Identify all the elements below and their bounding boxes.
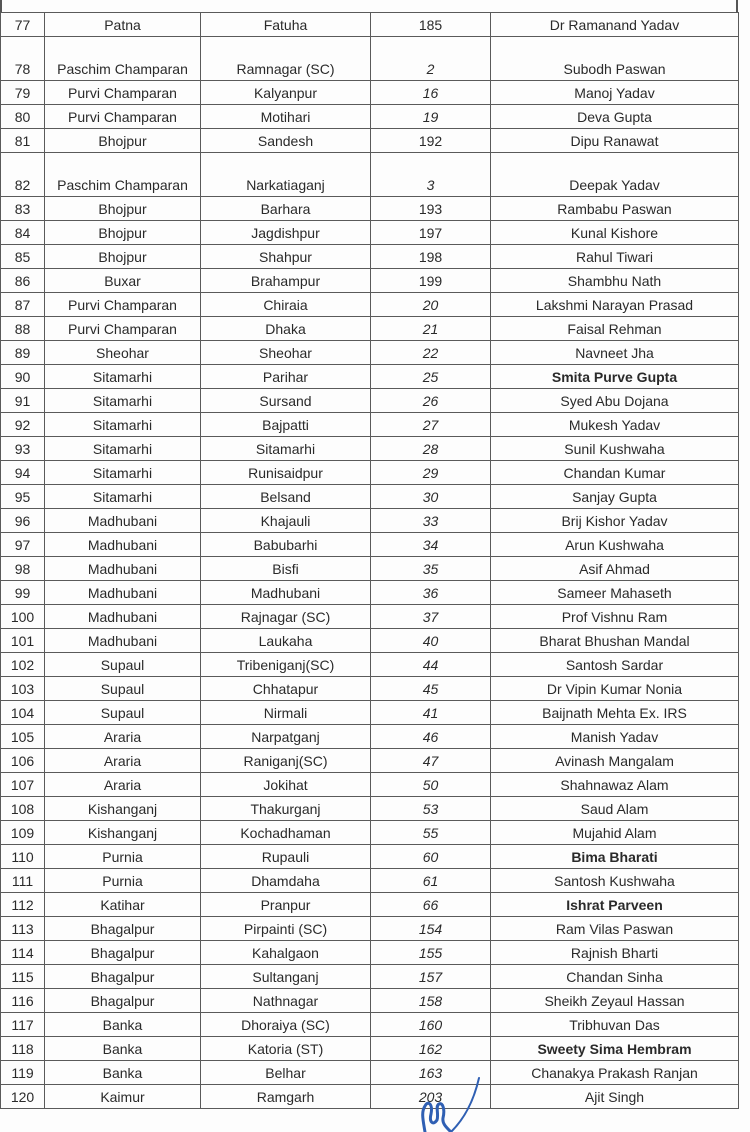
district-cell: Araria — [45, 749, 201, 773]
serial-number-cell: 109 — [1, 821, 45, 845]
candidate-name-cell: Ajit Singh — [491, 1085, 739, 1109]
table-row — [1, 1061, 739, 1085]
constituency-number-cell: 35 — [371, 557, 491, 581]
serial-number-cell: 115 — [1, 965, 45, 989]
candidate-name-cell: Chandan Sinha — [491, 965, 739, 989]
district-cell: Sitamarhi — [45, 389, 201, 413]
district-cell: Kaimur — [45, 1085, 201, 1109]
district-cell: Sitamarhi — [45, 461, 201, 485]
serial-number-cell: 119 — [1, 1061, 45, 1085]
constituency-number-cell: 160 — [371, 1013, 491, 1037]
constituency-cell: Narpatganj — [201, 725, 371, 749]
constituency-cell: Jokihat — [201, 773, 371, 797]
serial-number-cell: 116 — [1, 989, 45, 1013]
district-cell: Kishanganj — [45, 797, 201, 821]
constituency-cell: Tribeniganj(SC) — [201, 653, 371, 677]
candidate-name-cell: Baijnath Mehta Ex. IRS — [491, 701, 739, 725]
district-cell: Madhubani — [45, 533, 201, 557]
constituency-number-cell: 198 — [371, 245, 491, 269]
serial-number-cell: 96 — [1, 509, 45, 533]
candidate-name-cell: Ishrat Parveen — [491, 893, 739, 917]
district-cell: Bhojpur — [45, 245, 201, 269]
constituency-number-cell: 163 — [371, 1061, 491, 1085]
serial-number-cell: 100 — [1, 605, 45, 629]
constituency-number-cell: 26 — [371, 389, 491, 413]
table-row — [1, 605, 739, 629]
serial-number-cell: 82 — [1, 153, 45, 197]
district-cell: Paschim Champaran — [45, 153, 201, 197]
constituency-cell: Ramnagar (SC) — [201, 37, 371, 81]
table-row — [1, 773, 739, 797]
candidate-name-cell: Chanakya Prakash Ranjan — [491, 1061, 739, 1085]
constituency-cell: Kahalgaon — [201, 941, 371, 965]
table-row — [1, 317, 739, 341]
candidate-name-cell: Subodh Paswan — [491, 37, 739, 81]
candidate-name-cell: Rajnish Bharti — [491, 941, 739, 965]
candidate-name-cell: Prof Vishnu Ram — [491, 605, 739, 629]
candidate-name-cell: Arun Kushwaha — [491, 533, 739, 557]
district-cell: Katihar — [45, 893, 201, 917]
serial-number-cell: 84 — [1, 221, 45, 245]
constituency-number-cell: 36 — [371, 581, 491, 605]
district-cell: Banka — [45, 1013, 201, 1037]
candidate-name-cell: Rahul Tiwari — [491, 245, 739, 269]
serial-number-cell: 120 — [1, 1085, 45, 1109]
constituency-cell: Belsand — [201, 485, 371, 509]
table-row — [1, 653, 739, 677]
candidate-name-cell: Bima Bharati — [491, 845, 739, 869]
district-cell: Bhagalpur — [45, 989, 201, 1013]
constituency-number-cell: 22 — [371, 341, 491, 365]
serial-number-cell: 108 — [1, 797, 45, 821]
constituency-number-cell: 33 — [371, 509, 491, 533]
serial-number-cell: 101 — [1, 629, 45, 653]
serial-number-cell: 104 — [1, 701, 45, 725]
candidate-name-cell: Kunal Kishore — [491, 221, 739, 245]
serial-number-cell: 113 — [1, 917, 45, 941]
serial-number-cell: 105 — [1, 725, 45, 749]
constituency-number-cell: 154 — [371, 917, 491, 941]
candidate-name-cell: Faisal Rehman — [491, 317, 739, 341]
table-row — [1, 677, 739, 701]
table-row — [1, 293, 739, 317]
district-cell: Supaul — [45, 677, 201, 701]
candidate-name-cell: Saud Alam — [491, 797, 739, 821]
table-row — [1, 221, 739, 245]
district-cell: Madhubani — [45, 581, 201, 605]
constituency-number-cell: 50 — [371, 773, 491, 797]
table-row — [1, 413, 739, 437]
serial-number-cell: 94 — [1, 461, 45, 485]
candidate-name-cell: Santosh Sardar — [491, 653, 739, 677]
constituency-cell: Katoria (ST) — [201, 1037, 371, 1061]
constituency-cell: Chiraia — [201, 293, 371, 317]
serial-number-cell: 99 — [1, 581, 45, 605]
candidate-table-body — [1, 13, 739, 1109]
signature-tail — [451, 1078, 479, 1132]
table-row — [1, 389, 739, 413]
table-row — [1, 629, 739, 653]
signature — [395, 1076, 505, 1132]
district-cell: Purnia — [45, 869, 201, 893]
table-row — [1, 797, 739, 821]
district-cell: Banka — [45, 1037, 201, 1061]
constituency-number-cell: 37 — [371, 605, 491, 629]
serial-number-cell: 117 — [1, 1013, 45, 1037]
candidate-name-cell: Asif Ahmad — [491, 557, 739, 581]
constituency-cell: Pirpainti (SC) — [201, 917, 371, 941]
table-row — [1, 341, 739, 365]
constituency-cell: Khajauli — [201, 509, 371, 533]
constituency-cell: Sheohar — [201, 341, 371, 365]
district-cell: Sitamarhi — [45, 413, 201, 437]
constituency-cell: Dhaka — [201, 317, 371, 341]
table-row — [1, 129, 739, 153]
table-row — [1, 509, 739, 533]
table-row — [1, 485, 739, 509]
candidate-name-cell: Sheikh Zeyaul Hassan — [491, 989, 739, 1013]
serial-number-cell: 114 — [1, 941, 45, 965]
table-row — [1, 581, 739, 605]
serial-number-cell: 88 — [1, 317, 45, 341]
constituency-cell: Sitamarhi — [201, 437, 371, 461]
district-cell: Madhubani — [45, 557, 201, 581]
constituency-cell: Pranpur — [201, 893, 371, 917]
constituency-number-cell: 41 — [371, 701, 491, 725]
table-row — [1, 821, 739, 845]
candidate-name-cell: Dr Ramanand Yadav — [491, 13, 739, 37]
constituency-number-cell: 60 — [371, 845, 491, 869]
district-cell: Kishanganj — [45, 821, 201, 845]
constituency-number-cell: 157 — [371, 965, 491, 989]
signature-stroke — [423, 1103, 451, 1132]
serial-number-cell: 85 — [1, 245, 45, 269]
table-row — [1, 1013, 739, 1037]
candidate-name-cell: Sanjay Gupta — [491, 485, 739, 509]
district-cell: Patna — [45, 13, 201, 37]
serial-number-cell: 87 — [1, 293, 45, 317]
candidate-name-cell: Chandan Kumar — [491, 461, 739, 485]
candidate-name-cell: Avinash Mangalam — [491, 749, 739, 773]
serial-number-cell: 111 — [1, 869, 45, 893]
constituency-cell: Motihari — [201, 105, 371, 129]
constituency-number-cell: 27 — [371, 413, 491, 437]
serial-number-cell: 93 — [1, 437, 45, 461]
table-row — [1, 965, 739, 989]
table-row — [1, 197, 739, 221]
constituency-number-cell: 197 — [371, 221, 491, 245]
district-cell: Bhagalpur — [45, 965, 201, 989]
serial-number-cell: 79 — [1, 81, 45, 105]
district-cell: Buxar — [45, 269, 201, 293]
constituency-number-cell: 30 — [371, 485, 491, 509]
constituency-number-cell: 45 — [371, 677, 491, 701]
constituency-number-cell: 199 — [371, 269, 491, 293]
constituency-cell: Kalyanpur — [201, 81, 371, 105]
candidate-name-cell: Sweety Sima Hembram — [491, 1037, 739, 1061]
constituency-cell: Raniganj(SC) — [201, 749, 371, 773]
constituency-cell: Chhatapur — [201, 677, 371, 701]
table-row — [1, 1037, 739, 1061]
constituency-number-cell: 185 — [371, 13, 491, 37]
table-row — [1, 989, 739, 1013]
serial-number-cell: 78 — [1, 37, 45, 81]
table-row — [1, 941, 739, 965]
candidate-name-cell: Bharat Bhushan Mandal — [491, 629, 739, 653]
constituency-number-cell: 53 — [371, 797, 491, 821]
serial-number-cell: 97 — [1, 533, 45, 557]
constituency-cell: Rajnagar (SC) — [201, 605, 371, 629]
district-cell: Araria — [45, 725, 201, 749]
constituency-number-cell: 66 — [371, 893, 491, 917]
constituency-number-cell: 47 — [371, 749, 491, 773]
constituency-number-cell: 34 — [371, 533, 491, 557]
candidate-name-cell: Dipu Ranawat — [491, 129, 739, 153]
constituency-number-cell: 61 — [371, 869, 491, 893]
table-row — [1, 893, 739, 917]
district-cell: Bhojpur — [45, 129, 201, 153]
constituency-cell: Jagdishpur — [201, 221, 371, 245]
table-row — [1, 365, 739, 389]
table-row — [1, 701, 739, 725]
candidate-name-cell: Sunil Kushwaha — [491, 437, 739, 461]
candidate-name-cell: Shahnawaz Alam — [491, 773, 739, 797]
constituency-cell: Dhoraiya (SC) — [201, 1013, 371, 1037]
constituency-cell: Parihar — [201, 365, 371, 389]
serial-number-cell: 91 — [1, 389, 45, 413]
district-cell: Sitamarhi — [45, 485, 201, 509]
constituency-cell: Laukaha — [201, 629, 371, 653]
district-cell: Madhubani — [45, 629, 201, 653]
constituency-cell: Bajpatti — [201, 413, 371, 437]
constituency-number-cell: 16 — [371, 81, 491, 105]
constituency-number-cell: 28 — [371, 437, 491, 461]
serial-number-cell: 106 — [1, 749, 45, 773]
candidate-name-cell: Rambabu Paswan — [491, 197, 739, 221]
constituency-number-cell: 44 — [371, 653, 491, 677]
constituency-cell: Runisaidpur — [201, 461, 371, 485]
district-cell: Madhubani — [45, 509, 201, 533]
constituency-number-cell: 2 — [371, 37, 491, 81]
serial-number-cell: 92 — [1, 413, 45, 437]
serial-number-cell: 90 — [1, 365, 45, 389]
district-cell: Purvi Champaran — [45, 81, 201, 105]
constituency-cell: Nathnagar — [201, 989, 371, 1013]
constituency-number-cell: 20 — [371, 293, 491, 317]
candidate-table — [0, 12, 739, 1109]
constituency-cell: Narkatiaganj — [201, 153, 371, 197]
candidate-name-cell: Lakshmi Narayan Prasad — [491, 293, 739, 317]
candidate-name-cell: Shambhu Nath — [491, 269, 739, 293]
constituency-number-cell: 162 — [371, 1037, 491, 1061]
table-row — [1, 869, 739, 893]
constituency-cell: Dhamdaha — [201, 869, 371, 893]
district-cell: Sitamarhi — [45, 365, 201, 389]
district-cell: Araria — [45, 773, 201, 797]
district-cell: Sitamarhi — [45, 437, 201, 461]
candidate-name-cell: Tribhuvan Das — [491, 1013, 739, 1037]
constituency-cell: Thakurganj — [201, 797, 371, 821]
table-row — [1, 245, 739, 269]
district-cell: Purvi Champaran — [45, 317, 201, 341]
serial-number-cell: 112 — [1, 893, 45, 917]
constituency-cell: Barhara — [201, 197, 371, 221]
serial-number-cell: 89 — [1, 341, 45, 365]
table-row — [1, 437, 739, 461]
constituency-cell: Shahpur — [201, 245, 371, 269]
candidate-name-cell: Deepak Yadav — [491, 153, 739, 197]
constituency-cell: Ramgarh — [201, 1085, 371, 1109]
serial-number-cell: 83 — [1, 197, 45, 221]
constituency-number-cell: 55 — [371, 821, 491, 845]
constituency-number-cell: 21 — [371, 317, 491, 341]
district-cell: Supaul — [45, 701, 201, 725]
table-row — [1, 153, 739, 197]
district-cell: Bhojpur — [45, 197, 201, 221]
table-row — [1, 725, 739, 749]
constituency-cell: Sultanganj — [201, 965, 371, 989]
constituency-cell: Kochadhaman — [201, 821, 371, 845]
constituency-number-cell: 29 — [371, 461, 491, 485]
constituency-cell: Brahampur — [201, 269, 371, 293]
district-cell: Sheohar — [45, 341, 201, 365]
serial-number-cell: 110 — [1, 845, 45, 869]
district-cell: Madhubani — [45, 605, 201, 629]
constituency-cell: Babubarhi — [201, 533, 371, 557]
constituency-cell: Bisfi — [201, 557, 371, 581]
constituency-cell: Belhar — [201, 1061, 371, 1085]
constituency-number-cell: 203 — [371, 1085, 491, 1109]
constituency-cell: Fatuha — [201, 13, 371, 37]
candidate-name-cell: Deva Gupta — [491, 105, 739, 129]
serial-number-cell: 81 — [1, 129, 45, 153]
table-row — [1, 1085, 739, 1109]
constituency-cell: Sursand — [201, 389, 371, 413]
constituency-number-cell: 155 — [371, 941, 491, 965]
table-row — [1, 917, 739, 941]
constituency-cell: Rupauli — [201, 845, 371, 869]
candidate-name-cell: Dr Vipin Kumar Nonia — [491, 677, 739, 701]
district-cell: Supaul — [45, 653, 201, 677]
candidate-name-cell: Ram Vilas Paswan — [491, 917, 739, 941]
candidate-name-cell: Manoj Yadav — [491, 81, 739, 105]
district-cell: Bhojpur — [45, 221, 201, 245]
serial-number-cell: 98 — [1, 557, 45, 581]
district-cell: Paschim Champaran — [45, 37, 201, 81]
candidate-name-cell: Santosh Kushwaha — [491, 869, 739, 893]
table-row — [1, 845, 739, 869]
candidate-name-cell: Navneet Jha — [491, 341, 739, 365]
candidate-name-cell: Brij Kishor Yadav — [491, 509, 739, 533]
district-cell: Purvi Champaran — [45, 293, 201, 317]
constituency-cell: Madhubani — [201, 581, 371, 605]
table-row — [1, 81, 739, 105]
constituency-number-cell: 193 — [371, 197, 491, 221]
district-cell: Bhagalpur — [45, 917, 201, 941]
district-cell: Purnia — [45, 845, 201, 869]
table-row — [1, 13, 739, 37]
serial-number-cell: 103 — [1, 677, 45, 701]
candidate-name-cell: Mujahid Alam — [491, 821, 739, 845]
candidate-name-cell: Sameer Mahaseth — [491, 581, 739, 605]
constituency-number-cell: 46 — [371, 725, 491, 749]
constituency-cell: Sandesh — [201, 129, 371, 153]
constituency-number-cell: 25 — [371, 365, 491, 389]
constituency-number-cell: 40 — [371, 629, 491, 653]
constituency-number-cell: 19 — [371, 105, 491, 129]
constituency-cell: Nirmali — [201, 701, 371, 725]
serial-number-cell: 86 — [1, 269, 45, 293]
constituency-number-cell: 3 — [371, 153, 491, 197]
serial-number-cell: 77 — [1, 13, 45, 37]
constituency-number-cell: 158 — [371, 989, 491, 1013]
table-row — [1, 749, 739, 773]
serial-number-cell: 118 — [1, 1037, 45, 1061]
serial-number-cell: 80 — [1, 105, 45, 129]
constituency-number-cell: 192 — [371, 129, 491, 153]
district-cell: Purvi Champaran — [45, 105, 201, 129]
serial-number-cell: 102 — [1, 653, 45, 677]
table-row — [1, 269, 739, 293]
table-row — [1, 557, 739, 581]
serial-number-cell: 107 — [1, 773, 45, 797]
table-row — [1, 461, 739, 485]
serial-number-cell: 95 — [1, 485, 45, 509]
table-row — [1, 37, 739, 81]
district-cell: Bhagalpur — [45, 941, 201, 965]
candidate-name-cell: Manish Yadav — [491, 725, 739, 749]
candidate-name-cell: Smita Purve Gupta — [491, 365, 739, 389]
candidate-name-cell: Mukesh Yadav — [491, 413, 739, 437]
table-row — [1, 533, 739, 557]
district-cell: Banka — [45, 1061, 201, 1085]
candidate-name-cell: Syed Abu Dojana — [491, 389, 739, 413]
table-row — [1, 105, 739, 129]
